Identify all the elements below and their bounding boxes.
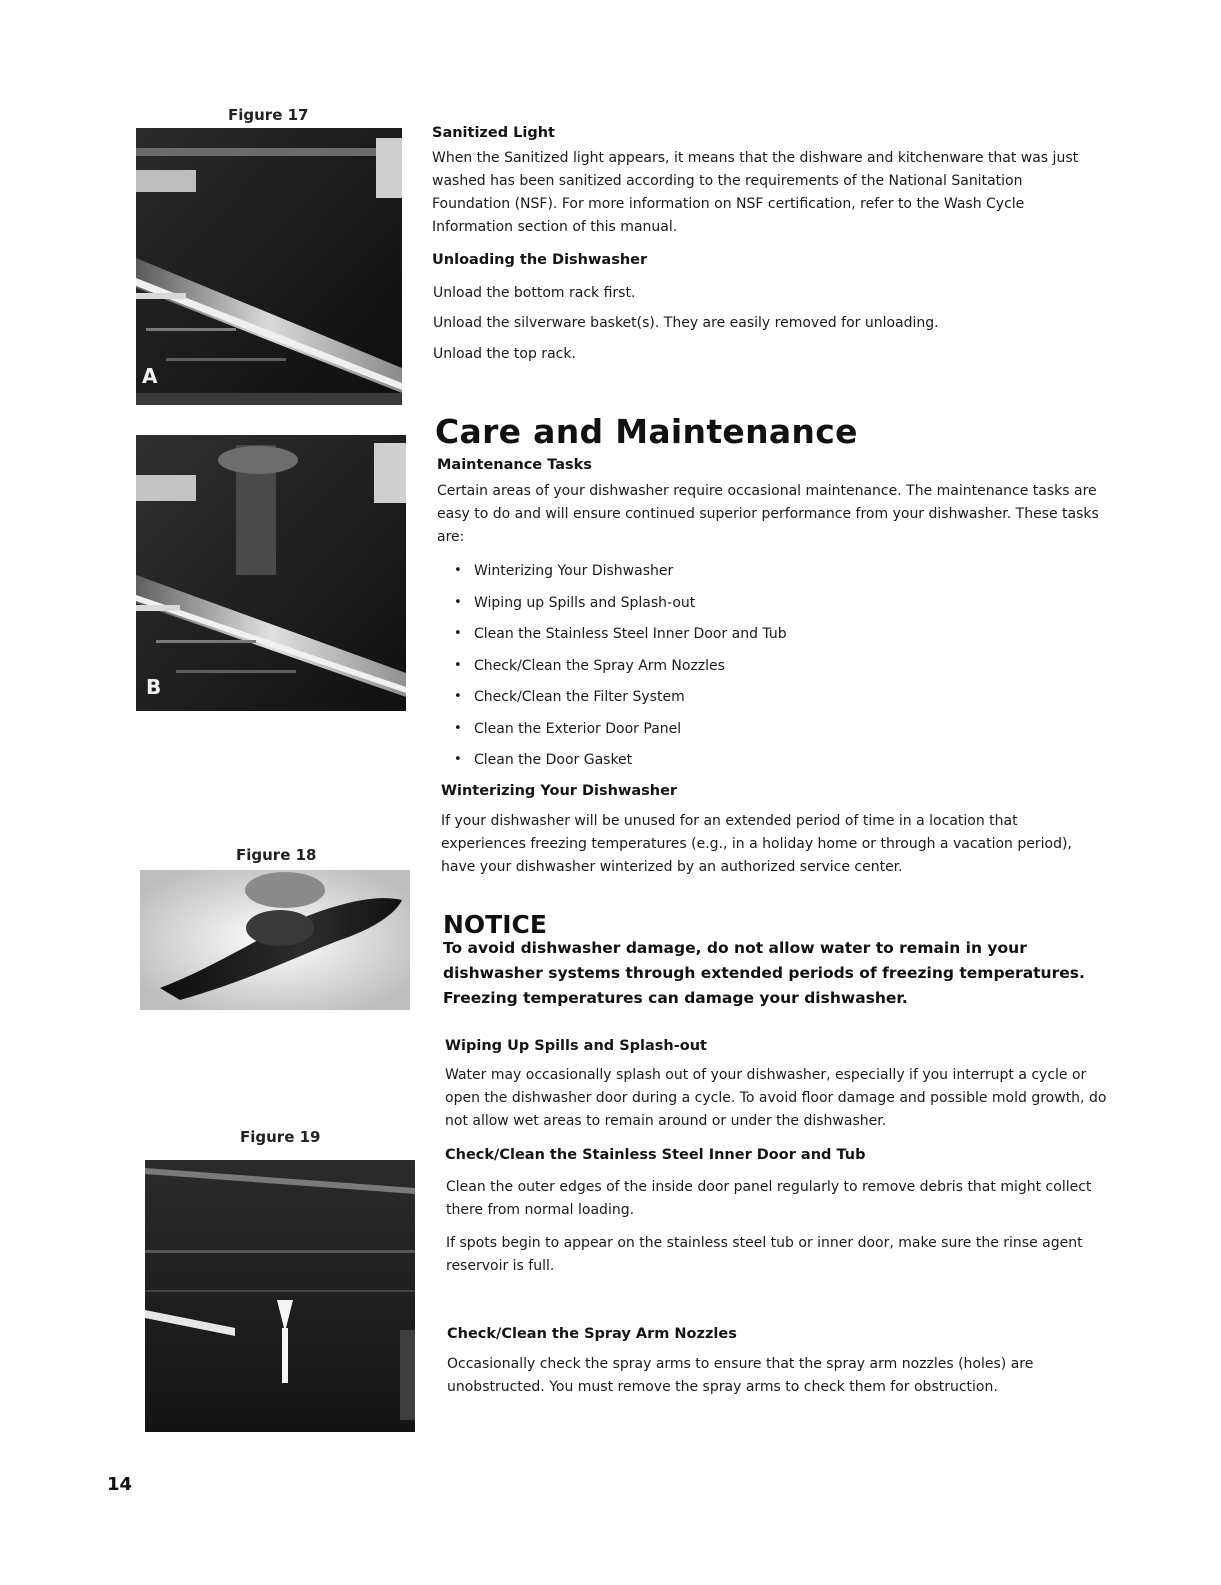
figure-18-photo <box>140 870 410 1010</box>
figure-17-caption: Figure 17 <box>228 106 309 124</box>
spray-heading: Check/Clean the Spray Arm Nozzles <box>447 1326 737 1342</box>
maintenance-tasks-heading: Maintenance Tasks <box>437 457 592 473</box>
task-item: • Clean the Exterior Door Panel <box>446 718 946 750</box>
photo-label-a: A <box>142 364 158 388</box>
figure-19-photo <box>145 1160 415 1432</box>
page-number: 14 <box>107 1474 133 1495</box>
spray-body: Occasionally check the spray arms to ensure that the spray arm nozzles (holes) are unobstructed. You must remove the spray arms to check them for obstruction. <box>447 1356 1034 1395</box>
sanitized-heading: Sanitized Light <box>432 125 555 141</box>
wiping-body: Water may occasionally splash out of your dishwasher, especially if you interrupt a cycle or open the dishwasher door during a cycle. To avoid floor damage and possible mold growth, do not allow wet areas to remain around or under the dishwasher. <box>445 1067 1107 1129</box>
wiping-heading: Wiping Up Spills and Splash-out <box>445 1038 707 1054</box>
unloading-step-1: Unload the bottom rack first. <box>433 285 636 301</box>
figure-17a-photo <box>136 128 402 405</box>
task-item: • Clean the Door Gasket <box>446 749 946 781</box>
task-item: • Wiping up Spills and Splash-out <box>446 592 946 624</box>
maintenance-task-list <box>446 560 946 781</box>
winterizing-body: If your dishwasher will be unused for an extended period of time in a location that experiences freezing temperatures (e.g., in a holiday home or through a vacation period), have your dishwasher winterized by an authorized service center. <box>441 813 1072 875</box>
task-item: • Check/Clean the Spray Arm Nozzles <box>446 655 946 687</box>
photo-label-b: B <box>146 675 162 699</box>
figure-17b-photo <box>136 435 406 711</box>
task-item: • Check/Clean the Filter System <box>446 686 946 718</box>
figure-19-caption: Figure 19 <box>240 1128 321 1146</box>
sanitized-body: When the Sanitized light appears, it means that the dishware and kitchenware that was just washed has been sanitized according to the requirements of the National Sanitation Foundation (NSF). For more information on NSF certification, refer to the Wash Cycle Information section of this manual. <box>432 150 1079 235</box>
notice-body: To avoid dishwasher damage, do not allow water to remain in your dishwasher systems through extended periods of freezing temperatures. Freezing temperatures can damage your dishwasher. <box>443 939 1085 1007</box>
care-maintenance-title: Care and Maintenance <box>435 412 858 451</box>
notice-title: NOTICE <box>443 910 547 939</box>
stainless-body-1: Clean the outer edges of the inside door panel regularly to remove debris that might collect there from normal loading. <box>446 1179 1092 1218</box>
task-item: • Clean the Stainless Steel Inner Door and Tub <box>446 623 946 655</box>
stainless-body-2: If spots begin to appear on the stainless steel tub or inner door, make sure the rinse agent reservoir is full. <box>446 1235 1083 1274</box>
unloading-step-2: Unload the silverware basket(s). They are easily removed for unloading. <box>433 315 939 331</box>
winterizing-heading: Winterizing Your Dishwasher <box>441 783 678 799</box>
figure-18-caption: Figure 18 <box>236 846 317 864</box>
maintenance-tasks-intro: Certain areas of your dishwasher require occasional maintenance. The maintenance tasks are easy to do and will ensure continued superior performance from your dishwasher. These tasks are: <box>437 483 1099 545</box>
task-item: • Winterizing Your Dishwasher <box>446 560 946 592</box>
unloading-heading: Unloading the Dishwasher <box>432 252 648 268</box>
stainless-heading: Check/Clean the Stainless Steel Inner Door and Tub <box>445 1147 866 1163</box>
unloading-step-3: Unload the top rack. <box>433 346 576 362</box>
